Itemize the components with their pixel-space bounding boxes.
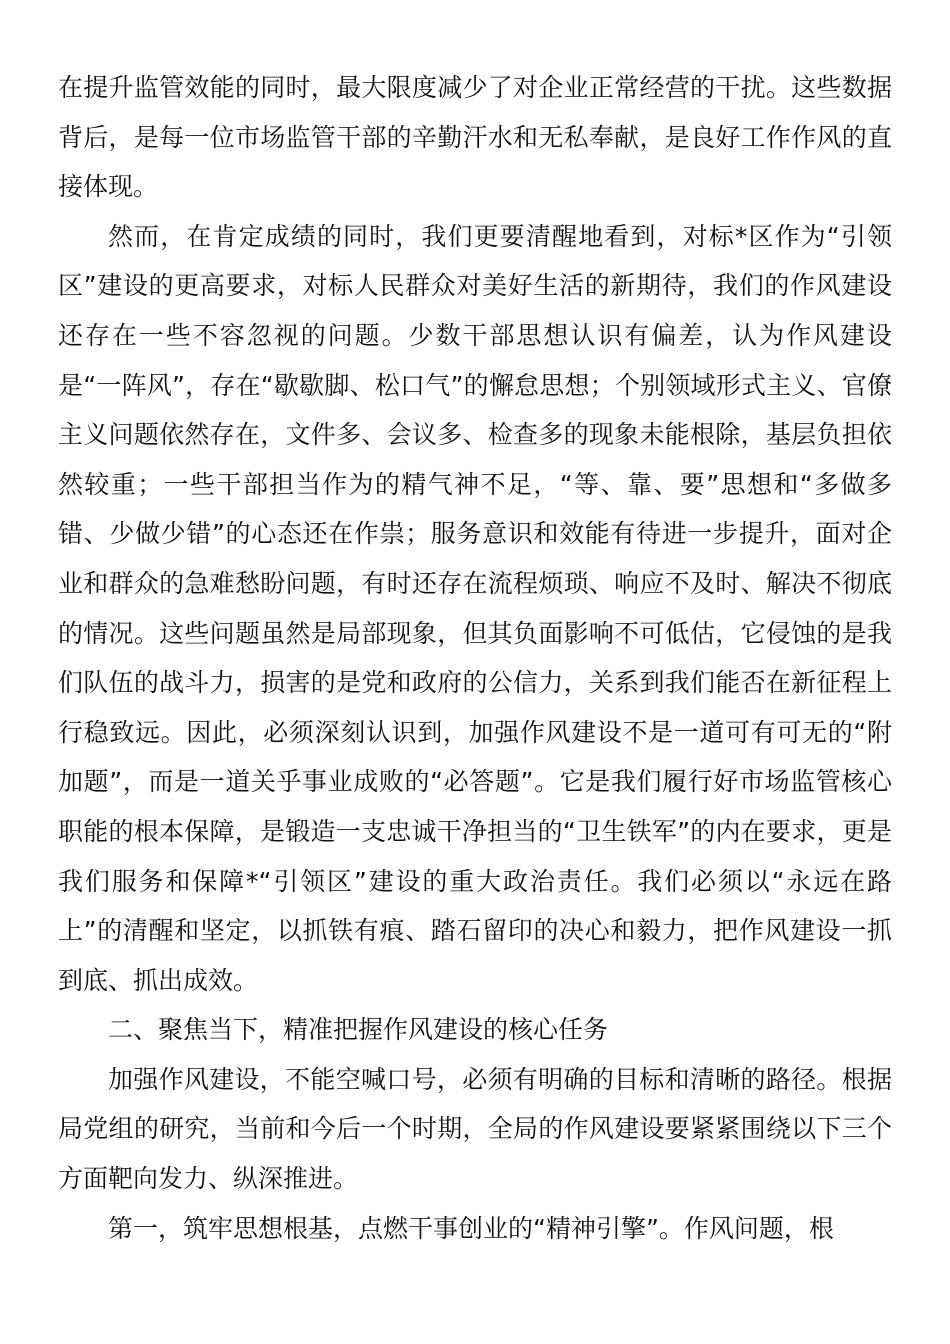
- paragraph-problems: 然而，在肯定成绩的同时，我们更要清醒地看到，对标*区作为“引领区”建设的更高要求，对标人民群众对美好生活的新期待，我们的作风建设还存在一些不容忽视的问题。少数干部思想认识有偏差，认为作风建设是“一阵风”，存在“歇歇脚、松口气”的懈怠思想；个别领域形式主义、官僚主义问题依然存在，文件多、会议多、检查多的现象未能根除，基层负担依然较重；一些干部担当作为的精气神不足，“等、靠、要”思想和“多做多错、少做少错”的心态还在作祟；服务意识和效能有待进一步提升，面对企业和群众的急难愁盼问题，有时还存在流程烦琐、响应不及时、解决不彻底的情况。这些问题虽然是局部现象，但其负面影响不可低估，它侵蚀的是我们队伍的战斗力，损害的是党和政府的公信力，关系到我们能否在新征程上行稳致远。因此，必须深刻认识到，加强作风建设不是一道可有可无的“附加题”，而是一道关乎事业成败的“必答题”。它是我们履行好市场监管核心职能的根本保障，是锻造一支忠诚干净担当的“卫生铁军”的内在要求，更是我们服务和保障*“引领区”建设的重大政治责任。我们必须以“永远在路上”的清醒和坚定，以抓铁有痕、踏石留印的决心和毅力，把作风建设一抓到底、抓出成效。: [58, 221, 892, 995]
- paragraph-core-tasks-intro: 加强作风建设，不能空喊口号，必须有明确的目标和清晰的路径。根据局党组的研究，当前和今后一个时期，全局的作风建设要紧紧围绕以下三个方面靶向发力、纵深推进。: [58, 1064, 892, 1194]
- paragraph-continuation: 在提升监管效能的同时，最大限度减少了对企业正常经营的干扰。这些数据背后，是每一位市场监管干部的辛勤汗水和无私奉献，是良好工作作风的直接体现。: [58, 73, 892, 202]
- section-heading-2: 二、聚焦当下，精准把握作风建设的核心任务: [108, 1015, 609, 1045]
- paragraph-first-point: 第一，筑牢思想根基，点燃干事创业的“精神引擎”。作风问题，根: [108, 1213, 834, 1243]
- document-body: [58, 63, 892, 1253]
